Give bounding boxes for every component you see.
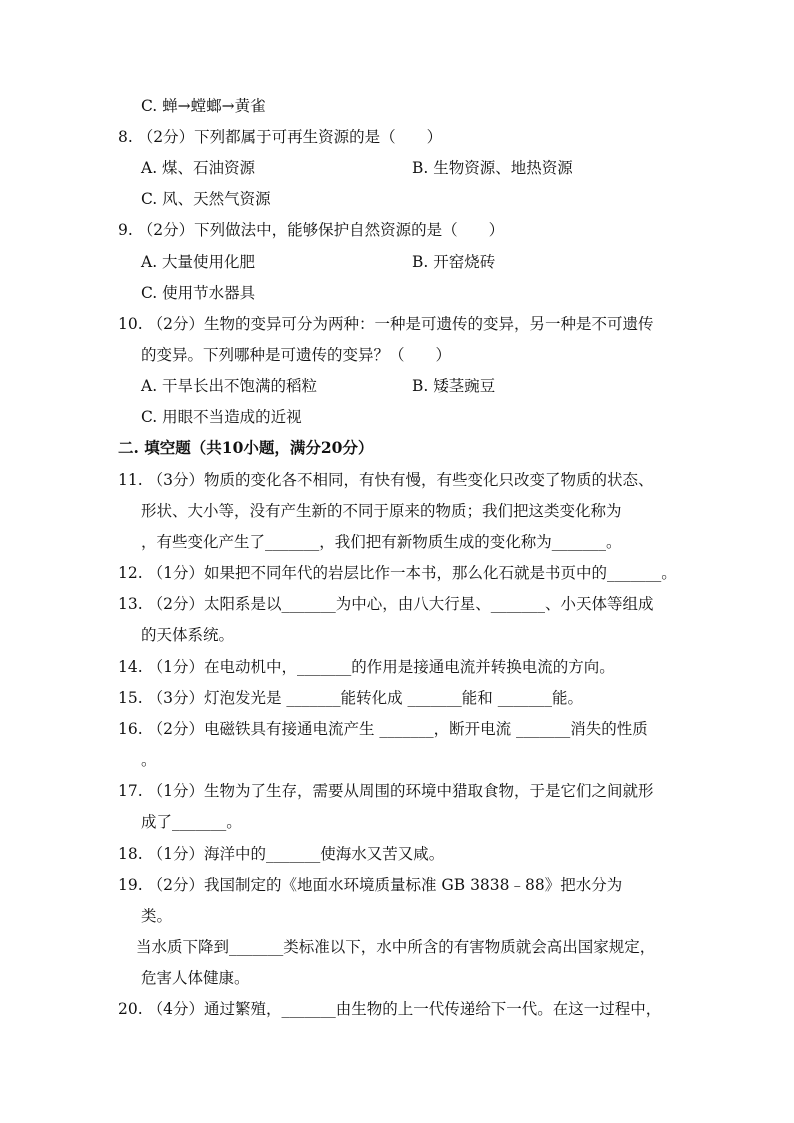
question-19: 19. （2分）我国制定的《地面水环境质量标准 GB 3838﹣88》把水分为 [118,876,623,894]
q10-option-b: B. 矮茎豌豆 [412,377,496,395]
question-10: 10. （2分）生物的变异可分为两种：一种是可遗传的变异，另一种是不可遗传 [118,315,654,333]
question-17-cont: 成了_______。 [141,813,242,831]
question-19-cont-1: 类。 [141,907,173,925]
q10-option-c: C. 用眼不当造成的近视 [141,408,302,426]
q10-option-a: A. 干旱长出不饱满的稻粒 [141,377,318,395]
question-13: 13. （2分）太阳系是以_______为中心，由八大行星、_______、小天体等组成 [118,595,654,613]
q8-option-a: A. 煤、石油资源 [141,159,256,177]
question-19-cont-3: 危害人体健康。 [141,969,250,987]
question-20: 20. （4分）通过繁殖，_______由生物的上一代传递给下一代。在这一过程中， [118,1000,662,1018]
question-9: 9. （2分）下列做法中，能够保护自然资源的是（ ） [118,221,505,239]
q8-option-b: B. 生物资源、地热资源 [412,159,573,177]
question-15: 15. （3分）灯泡发光是 _______能转化成 _______能和 _______能。 [118,689,583,707]
question-13-cont: 的天体系统。 [141,626,235,644]
question-14: 14. （1分）在电动机中，_______的作用是接通电流并转换电流的方向。 [118,658,615,676]
question-16: 16. （2分）电磁铁具有接通电流产生 _______，断开电流 _______消失的性质 [118,720,648,738]
question-18: 18. （1分）海洋中的_______使海水又苦又咸。 [118,845,445,863]
question-12: 12. （1分）如果把不同年代的岩层比作一本书，那么化石就是书页中的_______。 [118,564,677,582]
question-11: 11. （3分）物质的变化各不相同，有快有慢，有些变化只改变了物质的状态、 [118,471,654,489]
question-17: 17. （1分）生物为了生存，需要从周围的环境中猎取食物，于是它们之间就形 [118,782,654,800]
section-2-heading: 二. 填空题（共10小题，满分20分） [118,438,374,457]
q9-option-c: C. 使用节水器具 [141,284,256,302]
q9-option-b: B. 开窑烧砖 [412,253,496,271]
question-8: 8. （2分）下列都属于可再生资源的是（ ） [118,128,443,146]
q8-option-c: C. 风、天然气资源 [141,190,271,208]
question-19-cont-2: 当水质下降到_______类标准以下，水中所含的有害物质就会高出国家规定， [136,938,656,956]
q9-option-a: A. 大量使用化肥 [141,253,256,271]
question-11-cont-1: 形状、大小等，没有产生新的不同于原来的物质；我们把这类变化称为 [141,502,622,520]
question-10-cont: 的变异。下列哪种是可遗传的变异？（ ） [141,346,452,364]
question-16-cont: 。 [141,751,157,769]
q7-option-c: C. 蝉→螳螂→黄雀 [141,97,266,115]
question-11-cont-2: ，有些变化产生了_______，我们把有新物质生成的变化称为_______。 [141,533,622,551]
